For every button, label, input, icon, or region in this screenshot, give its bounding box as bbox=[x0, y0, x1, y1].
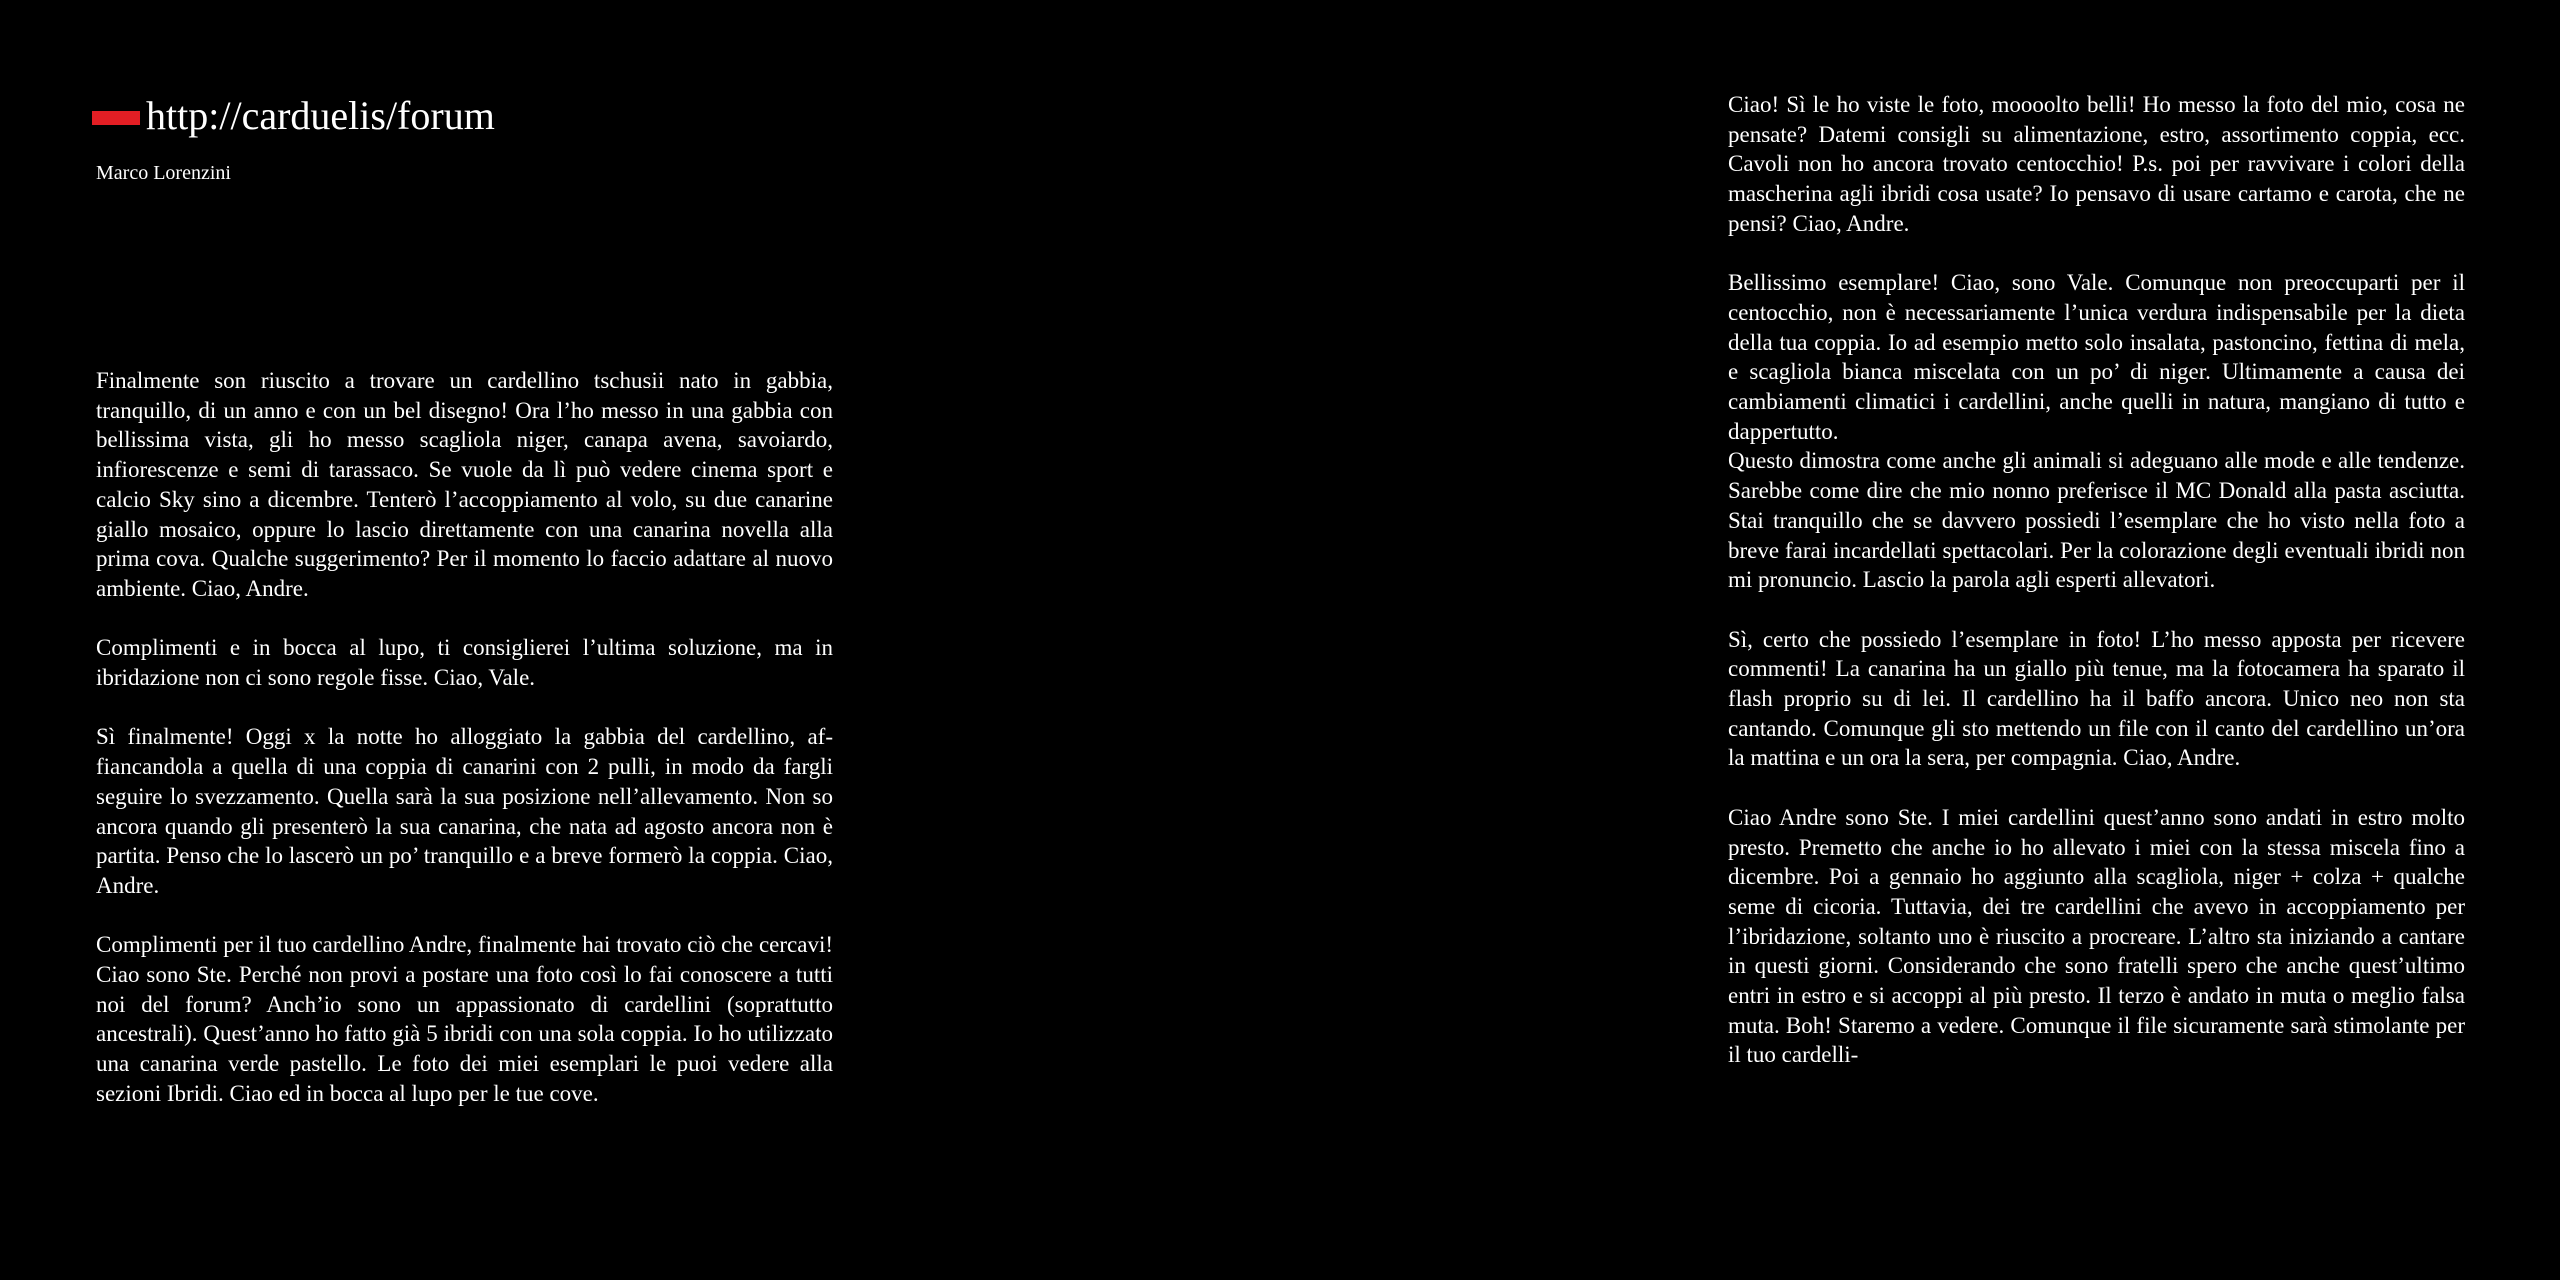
red-accent-bar bbox=[92, 111, 140, 125]
right-column-text bbox=[1728, 90, 2465, 1135]
forum-post: Questo dimostra come anche gli animali si adeguano alle mode e alle tendenze. Sarebbe come dire che mio nonno preferisce il MC Donald alla pasta asciutta. Stai tranquillo che se davvero possiedi l’esemplare che ho visto nella foto a breve farai incardellati spettacolari. Per la colorazione degli eventuali ibridi non mi pronuncio. Lascio la parola agli esperti allevatori. bbox=[1728, 448, 2465, 593]
right-page bbox=[1280, 0, 2560, 1280]
forum-post: Ciao! Sì le ho viste le foto, moooolto belli! Ho messo la foto del mio, cosa ne pensate? Datemi consigli su alimentazione, estro, assortimento coppia, ecc. Cavoli non ho ancora trovato centocchio! P.s. poi per ravvivare i colori della mascherina agli ibridi cosa usate? Io pensavo di usare cartamo e carota, che ne pensi? Ciao, Andre. bbox=[1728, 92, 2465, 236]
left-column-text bbox=[96, 366, 833, 1109]
forum-post: Bellissimo esemplare! Ciao, sono Vale. Comunque non preoccuparti per il centocchio, non è necessariamente l’unica verdura indispensabile per la dieta della tua coppia. Io ad esempio metto solo insalata, pastoncino, fettina di mela, e scagliola bianca miscelata con un po’ di niger. Ultimamente a causa dei cambiamenti climatici i cardellini, anche quelli in natura, mangiano di tutto e dappertutto. bbox=[1728, 270, 2465, 444]
author-name: Marco Lorenzini bbox=[96, 162, 231, 184]
forum-post: Complimenti e in bocca al lupo, ti consiglierei l’ultima soluzione, ma in ibridazione non ci sono regole fisse. Ciao, Vale. bbox=[96, 635, 833, 691]
forum-post: Finalmente son riuscito a trovare un cardellino tschusii nato in gabbia, tranquillo, di un anno e con un bel disegno! Ora l’ho messo in una gabbia con bellissima vista, gli ho messo scagliola niger, canapa avena, savoiardo, infiorescenze e semi di tarassaco. Se vuole da lì può vedere cinema sport e calcio Sky sino a dicembre. Tenterò l’accoppiamento al volo, su due canarine giallo mosaico, oppure lo lascio direttamente con una canarina novella alla prima cova. Qualche suggerimento? Per il momento lo faccio adattare al nuovo ambiente. Ciao, Andre. bbox=[96, 368, 833, 601]
forum-url-title: http://carduelis/forum bbox=[146, 93, 495, 138]
forum-post: Complimenti per il tuo cardellino Andre, finalmente hai trovato ciò che cercavi! Ciao sono Ste. Perché non provi a postare una foto così lo fai conoscere a tutti noi del forum? Anch’io sono un appassionato di cardellini (soprattutto ancestrali). Quest’anno ho fatto già 5 ibridi con una sola coppia. Io ho utilizzato una canarina verde pastello. Le foto dei miei esemplari le puoi vedere alla sezioni Ibridi. Ciao ed in bocca al lupo per le tue cove. bbox=[96, 932, 833, 1106]
forum-post: Sì finalmente! Oggi x la notte ho alloggiato la gabbia del cardellino, affiancandola a quella di una coppia di canarini con 2 pulli, in modo da fargli seguire lo svezzamento. Quella sarà la sua posizione nell’allevamento. Non so ancora quando gli presenterò la sua canarina, che nata ad agosto ancora non è partita. Penso che lo lascerò un po’ tranquillo e a breve formerò la coppia. Ciao, Andre. bbox=[96, 724, 833, 898]
forum-post: Ciao Andre sono Ste. I miei cardellini quest’anno sono andati in estro molto presto. Premetto che anche io ho allevato i miei con la stessa miscela fino a dicembre. Poi a gennaio ho aggiunto alla scagliola, niger + colza + qualche seme di cicoria. Tuttavia, dei tre cardellini che avevo in accoppiamento per l’ibridazione, soltanto uno è riuscito a procreare. L’altro sta iniziando a cantare in questi giorni. Considerando che sono fratelli spero che anche quest’ultimo entri in estro e si accoppi al più presto. Il terzo è andato in muta o meglio falsa muta. Boh! Staremo a vedere. Comunque il file sicuramente sarà stimolante per il tuo cardelli- bbox=[1728, 804, 2465, 1068]
forum-post: Sì, certo che possiedo l’esemplare in foto! L’ho messo apposta per ricevere commenti! La canarina ha un giallo più tenue, ma la fotocamera ha sparato il flash proprio su di lei. Il cardellino ha il baffo ancora. Unico neo non sta cantando. Comunque gli sto mettendo un file con il canto del cardellino un’ora la mattina e un ora la sera, per compagnia. Ciao, Andre. bbox=[1728, 626, 2465, 771]
forum-header bbox=[92, 92, 495, 140]
